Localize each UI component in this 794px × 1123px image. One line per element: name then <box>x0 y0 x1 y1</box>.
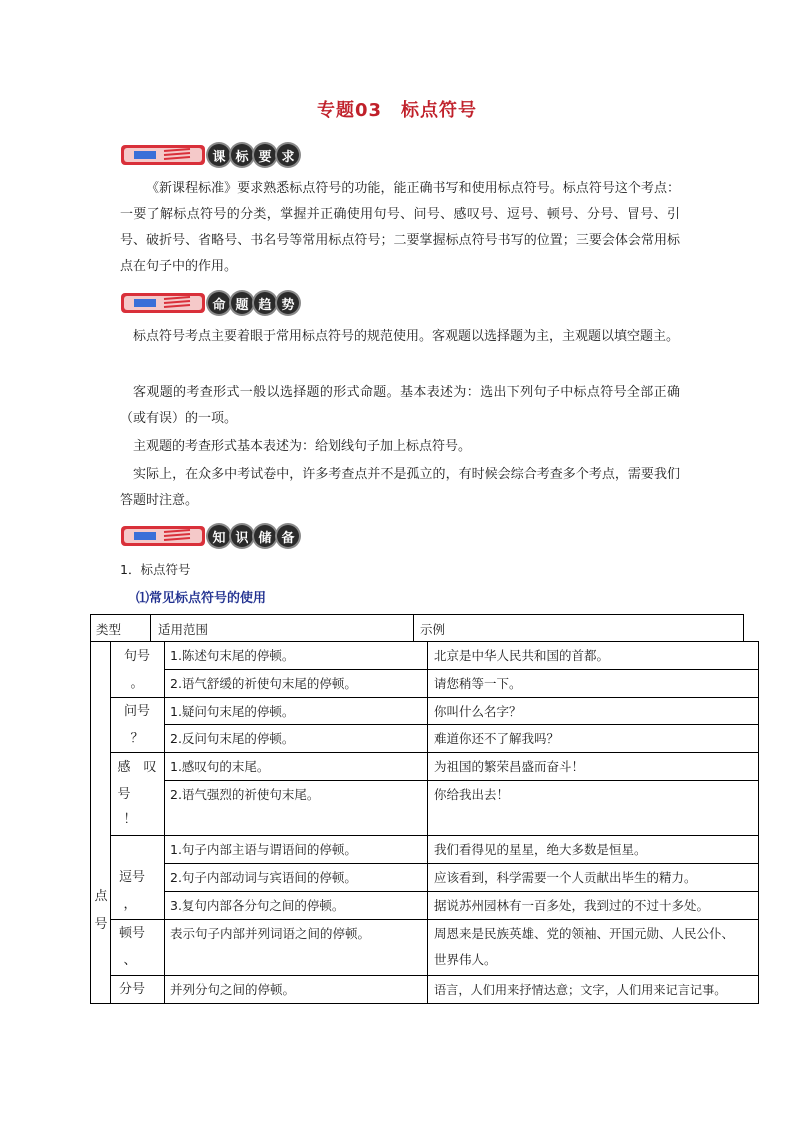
section-char: 知 <box>208 525 230 547</box>
mark-label-gantan: 感 叹 <box>117 760 157 775</box>
table-cell-example: 北京是中华人民共和国的首都。 <box>434 648 610 663</box>
table-cell-example: 你给我出去！ <box>434 787 510 802</box>
kebiao-paragraph: 《新课程标准》要求熟悉标点符号的功能，能正确书写和使用标点符号。标点符号这个考点：一要了解标点符号的分类，掌握并正确使用句号、问号、感叹号、逗号、顿号、分号、冒号、引号、破折号、省略号、书名号等常用标点符号；二要掌握标点符号书写的位置；三要会体会常用标点在句子中的作用。 <box>120 181 680 274</box>
book-icon <box>120 290 206 316</box>
table-cell-example: 周恩来是民族英雄、党的领袖、开国元勋、人民公仆、 <box>434 926 735 941</box>
table-cell-example: 为祖国的繁荣昌盛而奋斗！ <box>434 759 585 774</box>
table-subtitle: ⑴常见标点符号的使用 <box>136 591 267 606</box>
mark-symbol: ！ <box>123 812 137 827</box>
section-header-zhishi <box>120 519 300 553</box>
section-char: 储 <box>254 525 276 547</box>
table-cell-scope: 3.复句内部各分句之间的停顿。 <box>170 898 345 913</box>
mark-label-fenhao: 分号 <box>118 982 145 997</box>
section-char: 求 <box>277 144 299 166</box>
table-cell-scope: 2.反问句末尾的停顿。 <box>170 731 295 746</box>
table-cell-scope: 并列分句之间的停顿。 <box>170 982 296 997</box>
group-label: 点 <box>94 889 108 904</box>
book-icon <box>120 142 206 168</box>
table-header: 类型 <box>96 622 122 637</box>
table-header: 适用范围 <box>158 622 209 637</box>
mark-label-douhao: 逗号 <box>118 870 145 885</box>
section-header-kebiao <box>120 138 300 172</box>
mark-symbol: ， <box>123 897 137 912</box>
mingti-paragraph-2: 客观题的考查形式一般以选择题的形式命题。基本表述为：选出下列句子中标点符号全部正确（或有误）的一项。 <box>120 385 680 426</box>
table-cell-example: 请您稍等一下。 <box>434 676 522 691</box>
table-cell-example: 难道你还不了解我吗？ <box>434 731 560 746</box>
section-char: 备 <box>277 525 299 547</box>
table-cell-example: 据说苏州园林有一百多处，我到过的不过十多处。 <box>434 898 710 913</box>
mark-symbol: ？ <box>130 731 144 746</box>
table-cell-scope: 2.句子内部动词与宾语间的停顿。 <box>170 870 357 885</box>
table-cell-example: 你叫什么名字？ <box>434 704 522 719</box>
section-char: 标 <box>231 144 253 166</box>
table-cell-scope: 1.感叹句的末尾。 <box>170 759 270 774</box>
table-cell-scope: 2.语气强烈的祈使句末尾。 <box>170 787 320 802</box>
mingti-paragraph-1: 标点符号考点主要着眼于常用标点符号的规范使用。客观题以选择题为主，主观题以填空题主。 <box>133 329 680 344</box>
mingti-paragraph-3: 主观题的考查形式基本表述为：给划线句子加上标点符号。 <box>133 439 472 454</box>
group-label: 号 <box>94 917 108 932</box>
book-icon <box>120 523 206 549</box>
table-header: 示例 <box>420 622 446 637</box>
section-char: 课 <box>208 144 230 166</box>
mark-label-gantan: 号 <box>117 787 131 802</box>
section-char: 趋 <box>254 292 276 314</box>
section-char: 命 <box>208 292 230 314</box>
list-title: 1．标点符号 <box>120 562 191 577</box>
section-char: 要 <box>254 144 276 166</box>
table-cell-example: 语言，人们用来抒情达意；文字，人们用来记言记事。 <box>434 983 727 997</box>
mark-label-wenhao: 问号 <box>123 704 150 719</box>
mark-symbol: 、 <box>123 953 137 968</box>
section-char: 识 <box>231 525 253 547</box>
table-cell-example: 世界伟人。 <box>434 952 497 967</box>
mark-symbol: 。 <box>130 676 144 691</box>
table-cell-example: 应该看到，科学需要一个人贡献出毕生的精力。 <box>434 870 697 885</box>
section-char: 势 <box>277 292 299 314</box>
table-cell-scope: 1.句子内部主语与谓语间的停顿。 <box>170 842 357 857</box>
table-cell-example: 我们看得见的星星，绝大多数是恒星。 <box>434 842 647 857</box>
mark-label-juhao: 句号 <box>123 649 150 664</box>
table-cell-scope: 1.陈述句末尾的停顿。 <box>170 648 295 663</box>
section-char: 题 <box>231 292 253 314</box>
table-cell-scope: 表示句子内部并列词语之间的停顿。 <box>170 926 371 941</box>
table-cell-scope: 1.疑问句末尾的停顿。 <box>170 704 295 719</box>
mingti-paragraph-4: 实际上，在众多中考试卷中，许多考查点并不是孤立的，有时候会综合考查多个考点，需要我们答题时注意。 <box>120 467 680 508</box>
table-cell-scope: 2.语气舒缓的祈使句末尾的停顿。 <box>170 676 357 691</box>
page-title: 专题03 标点符号 <box>316 100 478 121</box>
section-header-mingti <box>120 286 300 320</box>
mark-label-dunhao: 顿号 <box>118 926 145 941</box>
